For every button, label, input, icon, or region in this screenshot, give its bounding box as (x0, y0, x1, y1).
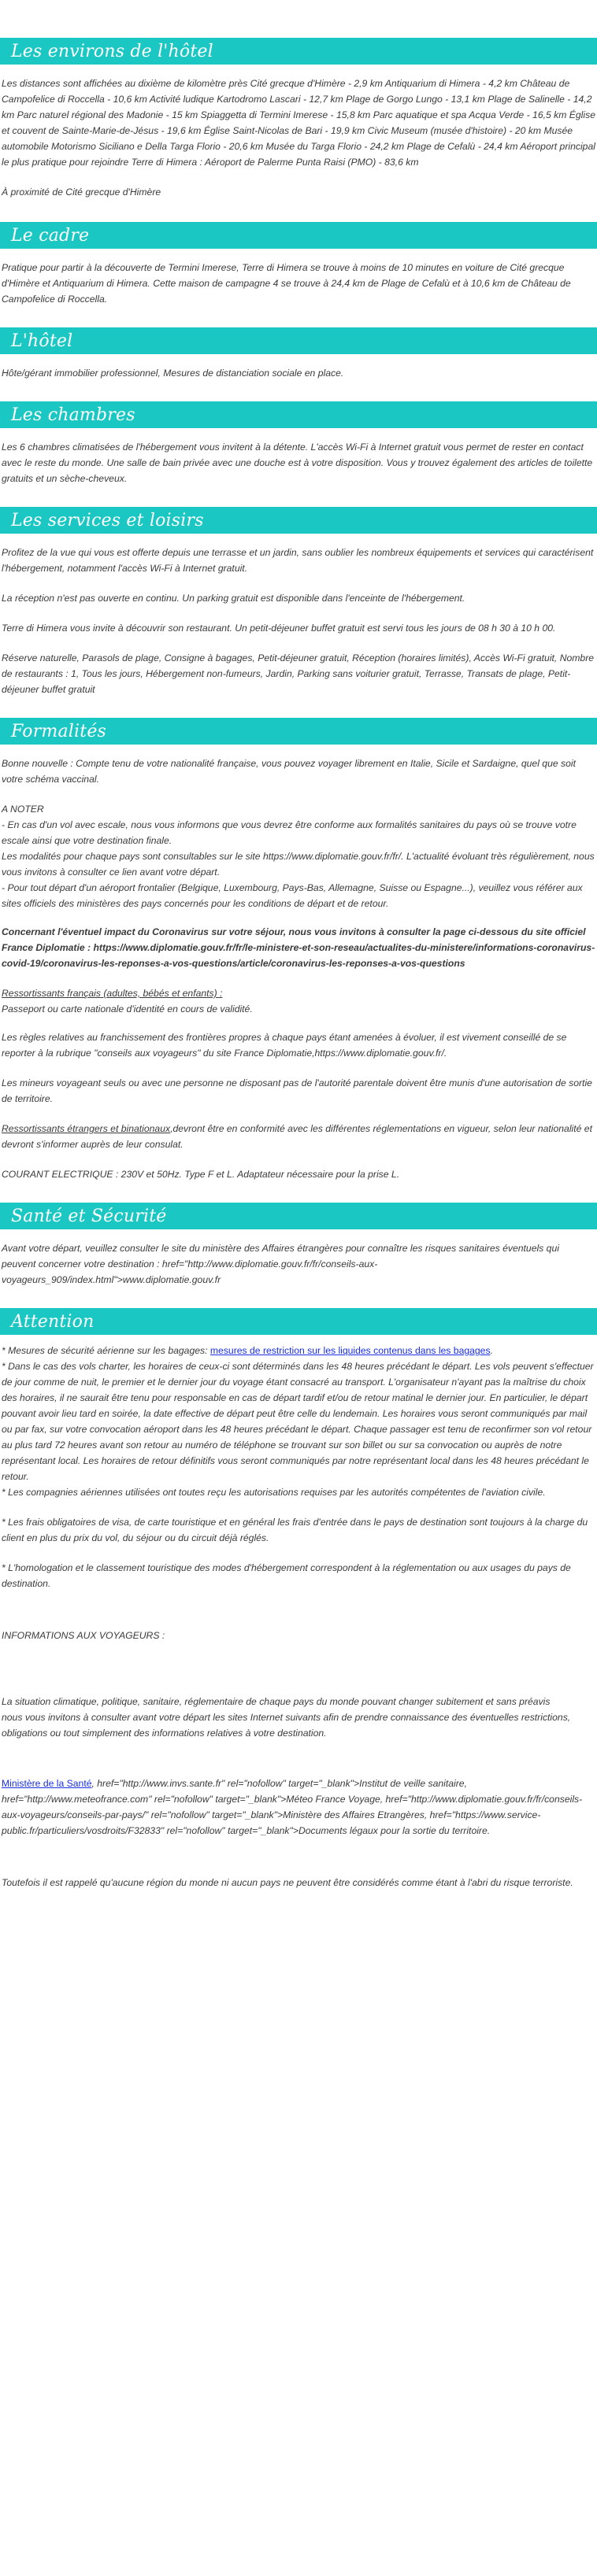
etrangers-text: ,devront être en conformité avec les différentes réglementations en vigueur, selon leur nationalité et devront s'informer auprès de leur consulat. (2, 1123, 592, 1150)
formalites-note (2, 801, 595, 911)
formalites-courant: COURANT ELECTRIQUE : 230V et 50Hz. Type F et L. Adaptateur nécessaire pour la prise L. (2, 1169, 400, 1180)
note-escale: - En cas d'un vol avec escale, nous vous informons que vous devrez être conforme aux formalités sanitaires du pays où se trouve votre escale ainsi que votre destination finale. (2, 819, 577, 846)
formalites-frontieres: Les règles relatives au franchissement des frontières propres à chaque pays étant amenées à évoluer, il est vivement conseillé de se reporter à la rubrique "conseils aux voyageurs" du site France Diplomatie,https://www.diplomatie.gouv.fr/. (2, 1032, 567, 1059)
spacer (2, 1606, 595, 1628)
infos-voyageurs-title: INFORMATIONS AUX VOYAGEURS : (2, 1630, 165, 1641)
section-formalites (0, 718, 597, 1182)
section-header (0, 327, 597, 354)
liens-text: , href="http://www.invs.sante.fr" rel="nofollow" target="_blank">Institut de veille sanitaire, href="http://www.meteofrance.com" rel="nofollow" target="_blank">Méteo France Voyage, href="http://www.diplomatie.gouv.fr/fr/conseils-aux-voyageurs/conseils-par-pays/" rel="nofollow" target="_blank">Ministère des Affaires Etrangères, href="https://www.service-public.fr/particuliers/vosdroits/F32833" rel="nofollow" target="_blank">Documents légaux pour la sortie du territoire. (2, 1778, 583, 1836)
formalites-coronavirus: Concernant l'éventuel impact du Coronavirus sur votre séjour, nous vous invitons à consulter la page ci-dessous du site officiel France Diplomatie : https://www.diplomatie.gouv.fr/fr/le-ministere-et-son-reseau/actualites-du-ministere/informations-coronavirus-covid-19/coronavirus-les-reponses-a-vos-questions/article/coronavirus-les-reponses-a-vos-questions (2, 926, 595, 969)
section-title: Les environs de l'hôtel (11, 41, 213, 61)
section-header (0, 507, 597, 534)
situation-text-2: nous vous invitons à consulter avant votre départ les sites Internet suivants afin de prendre connaissance des éventuelles restrictions, obligations ou tout simplement des informations relatives à votre destination. (2, 1712, 571, 1739)
formalites-ressortissants-francais (2, 985, 595, 1017)
spacer (2, 1754, 595, 1776)
section-title: L'hôtel (11, 331, 73, 351)
section-attention (0, 1308, 597, 1890)
cadre-text: Pratique pour partir à la découverte de Termini Imerese, Terre di Himera se trouve à moins de 10 minutes en voiture de Cité grecque d'Himère et Antiquarium di Himera. Cette maison de campagne 4 se trouve à 24,4 km de Plage de Cefalù et à 10,6 km de Château de Campofelice di Roccella. (2, 262, 571, 305)
section-header (0, 222, 597, 249)
section-title: Les services et loisirs (11, 510, 204, 530)
bagages-suffix: . (490, 1345, 493, 1356)
section-sante (0, 1203, 597, 1288)
formalites-mineurs: Les mineurs voyageant seuls ou avec une personne ne disposant pas de l'autorité parentale doivent être munis d'une autorisation de sortie de territoire. (2, 1077, 592, 1104)
section-header (0, 38, 597, 65)
services-reception: La réception n'est pas ouverte en continu. Un parking gratuit est disponible dans l'enceinte de l'hébergement. (2, 593, 465, 604)
section-hotel (0, 327, 597, 381)
hotel-text: Hôte/gérant immobilier professionnel, Mesures de distanciation sociale en place. (2, 368, 344, 379)
formalites-bonne-nouvelle: Bonne nouvelle : Compte tenu de votre nationalité française, vous pouvez voyager librement en Italie, Sicile et Sardaigne, quel que soit votre schéma vaccinal. (2, 758, 576, 785)
attention-bagages (2, 1343, 595, 1358)
section-header (0, 1203, 597, 1229)
attention-compagnies: * Les compagnies aériennes utilisées ont toutes reçu les autorisations requises par les autorités compétentes de l'aviation civile. (2, 1487, 546, 1498)
section-content (0, 1229, 597, 1288)
section-content (0, 249, 597, 307)
environs-proximity: À proximité de Cité grecque d'Himère (2, 187, 161, 198)
section-header (0, 718, 597, 745)
environs-distances: Les distances sont affichées au dixième de kilomètre près Cité grecque d'Himère - 2,9 km Antiquarium di Himera - 4,2 km Château de Campofelice di Roccella - 10,6 km Activité ludique Kartodromo Lascari - 12,7 km Plage de Gorgo Lungo - 13,1 km Plage de Salinelle - 14,2 km Parc naturel régional des Madonie - 15 km Spiaggetta di Termini Imerese - 15,8 km Parc aquatique et spa Acqua Verde - 16,5 km Église et couvent de Sainte-Marie-de-Jésus - 19,6 km Église Saint-Nicolas de Bari - 19,9 km Civic Museum (musée d'histoire) - 20 km Musée automobile Motorismo Siciliano e Della Targa Florio - 20,6 km Musée du Targa Florio - 24,2 km Plage de Cefalù - 24,4 km Aéroport principal le plus pratique pour rejoindre Terre di Himera : Aéroport de Palerme Punta Raisi (PMO) - 83,6 km (2, 78, 595, 168)
services-restaurant: Terre di Himera vous invite à découvrir son restaurant. Un petit-déjeuner buffet gratuit est servi tous les jours de 08 h 30 à 10 h 00. (2, 623, 556, 634)
section-title: Le cadre (11, 225, 90, 246)
section-header (0, 401, 597, 428)
section-title: Formalités (11, 721, 107, 741)
section-header (0, 1308, 597, 1335)
attention-situation (2, 1694, 595, 1741)
section-cadre (0, 222, 597, 307)
situation-text-1: La situation climatique, politique, sanitaire, réglementaire de chaque pays du monde pouvant changer subitement et sans préavis (2, 1696, 551, 1707)
section-environs (0, 38, 597, 200)
section-title: Les chambres (11, 405, 135, 425)
ministere-sante-link[interactable]: Ministère de la Santé (2, 1778, 92, 1789)
formalites-etrangers (2, 1121, 595, 1152)
attention-charter: * Dans le cas des vols charter, les horaires de ceux-ci sont déterminés dans les 48 heures précédant le départ. Les vols peuvent s'effectuer de jour comme de nuit, le premier et le dernier jour du voyage étant consacré au transport. L'organisateur n'ayant pas la maîtrise du choix des horaires, il ne saurait être tenu pour responsable en cas de départ tardif et/ou de retour matinal le dernier jour. En particulier, le départ pouvant avoir lieu tard en soirée, la date effective de départ peut être celle du lendemain. Les horaires vous seront communiqués par mail ou par fax, sur votre convocation aéroport dans les 48 heures précédant le départ. Chaque passager est tenu de reconfirmer son vol retour au plus tard 72 heures avant son retour au numéro de téléphone se trouvant sur son billet ou sur sa convocation ou auprès de notre représentant local. Les horaires de retour définitifs vous seront communiqués par notre représentant local dans les 48 heures précédant le retour. (2, 1361, 594, 1482)
attention-frais: * Les frais obligatoires de visa, de carte touristique et en général les frais d'entrée dans le pays de destination sont toujours à la charge du client en plus du prix du vol, du séjour ou du circuit déjà réglés. (2, 1517, 588, 1543)
spacer (2, 1658, 595, 1694)
section-title: Attention (11, 1311, 95, 1332)
attention-homologation: * L'homologation et le classement touristique des modes d'hébergement correspondent à la réglementation ou aux usages du pays de destination. (2, 1562, 571, 1589)
section-title: Santé et Sécurité (11, 1206, 167, 1226)
note-modalites: Les modalités pour chaque pays sont consultables sur le site https://www.diplomatie.gouv.fr/fr/. L'actualité évoluant très régulièrement, nous vous invitons à consulter ce lien avant votre départ. (2, 851, 595, 878)
section-chambres (0, 401, 597, 486)
etrangers-title: Ressortissants étrangers et binationaux (2, 1123, 171, 1134)
services-equipements: Réserve naturelle, Parasols de plage, Consigne à bagages, Petit-déjeuner gratuit, Réception (horaires limités), Accès Wi-Fi gratuit, Nombre de restaurants : 1, Tous les jours, Hébergement non-fumeurs, Jardin, Parking sans voiturier gratuit, Terrasse, Transats de plage, Petit-déjeuner buffet gratuit (2, 652, 595, 695)
chambres-text: Les 6 chambres climatisées de l'hébergement vous invitent à la détente. L'accès Wi-Fi à Internet gratuit vous permet de rester en contact avec le reste du monde. Une salle de bain privée avec une douche est à votre disposition. Vous y trouvez également des articles de toilette gratuits et un sèche-cheveux. (2, 442, 593, 484)
attention-terrorisme: Toutefois il est rappelé qu'aucune région du monde ni aucun pays ne peuvent être considérés comme étant à l'abri du risque terroriste. (2, 1877, 573, 1888)
spacer (2, 1853, 595, 1875)
attention-liens (2, 1776, 595, 1839)
section-content (0, 354, 597, 381)
ressortissants-francais-title: Ressortissants français (adultes, bébés et enfants) : (2, 988, 223, 999)
note-aeroport-frontalier: - Pour tout départ d'un aéroport frontalier (Belgique, Luxembourg, Pays-Bas, Allemagne, Suisse ou Espagne...), veuillez vous référer aux sites officiels des ministères des pays concernés pour les conditions de départ et de retour. (2, 882, 583, 909)
services-vue: Profitez de la vue qui vous est offerte depuis une terrasse et un jardin, sans oublier les nombreux équipements et services qui caractérisent l'hébergement, notamment l'accès Wi-Fi à Internet gratuit. (2, 547, 594, 574)
section-content (0, 534, 597, 697)
hotel-description-page (0, 38, 597, 1890)
section-content (0, 428, 597, 486)
note-title: A NOTER (2, 804, 44, 815)
section-content (0, 745, 597, 1182)
section-content (0, 65, 597, 200)
sante-text: Avant votre départ, veuillez consulter le site du ministère des Affaires étrangères pour connaître les risques sanitaires éventuels qui peuvent concerner votre destination : href="http://www.diplomatie.gouv.fr/fr/conseils-aux-voyageurs_909/index.html">www.diplomatie.gouv.fr (2, 1243, 559, 1285)
bagages-restriction-link[interactable]: mesures de restriction sur les liquides contenus dans les bagages (210, 1345, 491, 1356)
bagages-prefix: * Mesures de sécurité aérienne sur les bagages: (2, 1345, 210, 1356)
section-content (0, 1335, 597, 1890)
ressortissants-francais-text: Passeport ou carte nationale d'identité en cours de validité. (2, 1003, 253, 1015)
section-services (0, 507, 597, 697)
